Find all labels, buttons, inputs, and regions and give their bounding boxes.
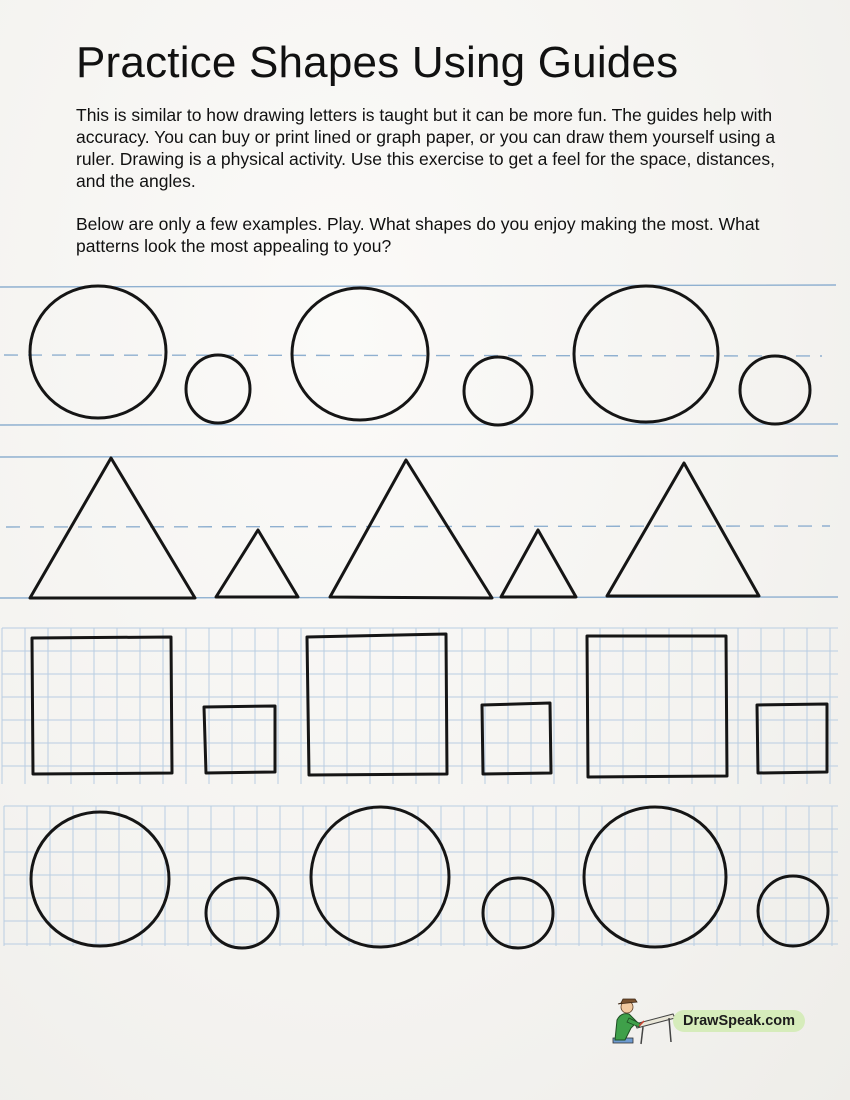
circle-large — [292, 288, 428, 420]
drawspeak-logo[interactable] — [611, 996, 796, 1046]
lined-guides-row-1 — [0, 285, 838, 425]
square-row — [32, 634, 827, 777]
triangle-large — [30, 458, 195, 598]
guide-line-middle-dashed — [4, 355, 822, 356]
circle-large — [30, 286, 166, 418]
circle-small — [740, 356, 810, 424]
square-large — [32, 637, 172, 774]
graph-grid-row-3 — [2, 628, 838, 784]
triangle-large — [330, 460, 492, 598]
square-small — [482, 703, 551, 774]
intro-paragraph-2: Below are only a few examples. Play. What shapes do you enjoy making the most. What patterns look the most appealing to you? — [76, 214, 760, 256]
graph-grid-row-4 — [4, 806, 838, 946]
square-large — [587, 636, 727, 777]
logo-label: DrawSpeak.com — [673, 1010, 805, 1032]
intro-paragraph-1: This is similar to how drawing letters is taught but it can be more fun. The guides help with accuracy. You can buy or print lined or graph paper, or you can draw them yourself using a ruler. Drawing is a physical activity. Use this exercise to get a feel for the space, distances, and the angles. — [76, 105, 776, 191]
triangle-small — [501, 530, 576, 597]
circle-small — [186, 355, 250, 423]
circle-small — [464, 357, 532, 425]
circle-large — [574, 286, 718, 422]
square-large — [307, 634, 447, 775]
guide-line-top — [0, 285, 836, 287]
square-small — [204, 706, 275, 773]
triangle-small — [216, 530, 298, 597]
guide-line-bottom — [0, 424, 838, 425]
circle-small — [206, 878, 278, 948]
circle-row-2 — [31, 807, 828, 948]
circle-large — [584, 807, 726, 947]
circle-large — [31, 812, 169, 946]
circle-small — [758, 876, 828, 946]
page-title: Practice Shapes Using Guides — [76, 38, 679, 87]
triangle-large — [607, 463, 759, 596]
guide-line-middle-dashed — [6, 526, 830, 527]
artist-at-drawing-table-icon — [611, 996, 681, 1046]
square-small — [757, 704, 827, 773]
circle-small — [483, 878, 553, 948]
lined-guides-row-2 — [0, 456, 838, 598]
circle-large — [311, 807, 449, 947]
guide-line-top — [0, 456, 838, 457]
triangle-row — [30, 458, 759, 598]
